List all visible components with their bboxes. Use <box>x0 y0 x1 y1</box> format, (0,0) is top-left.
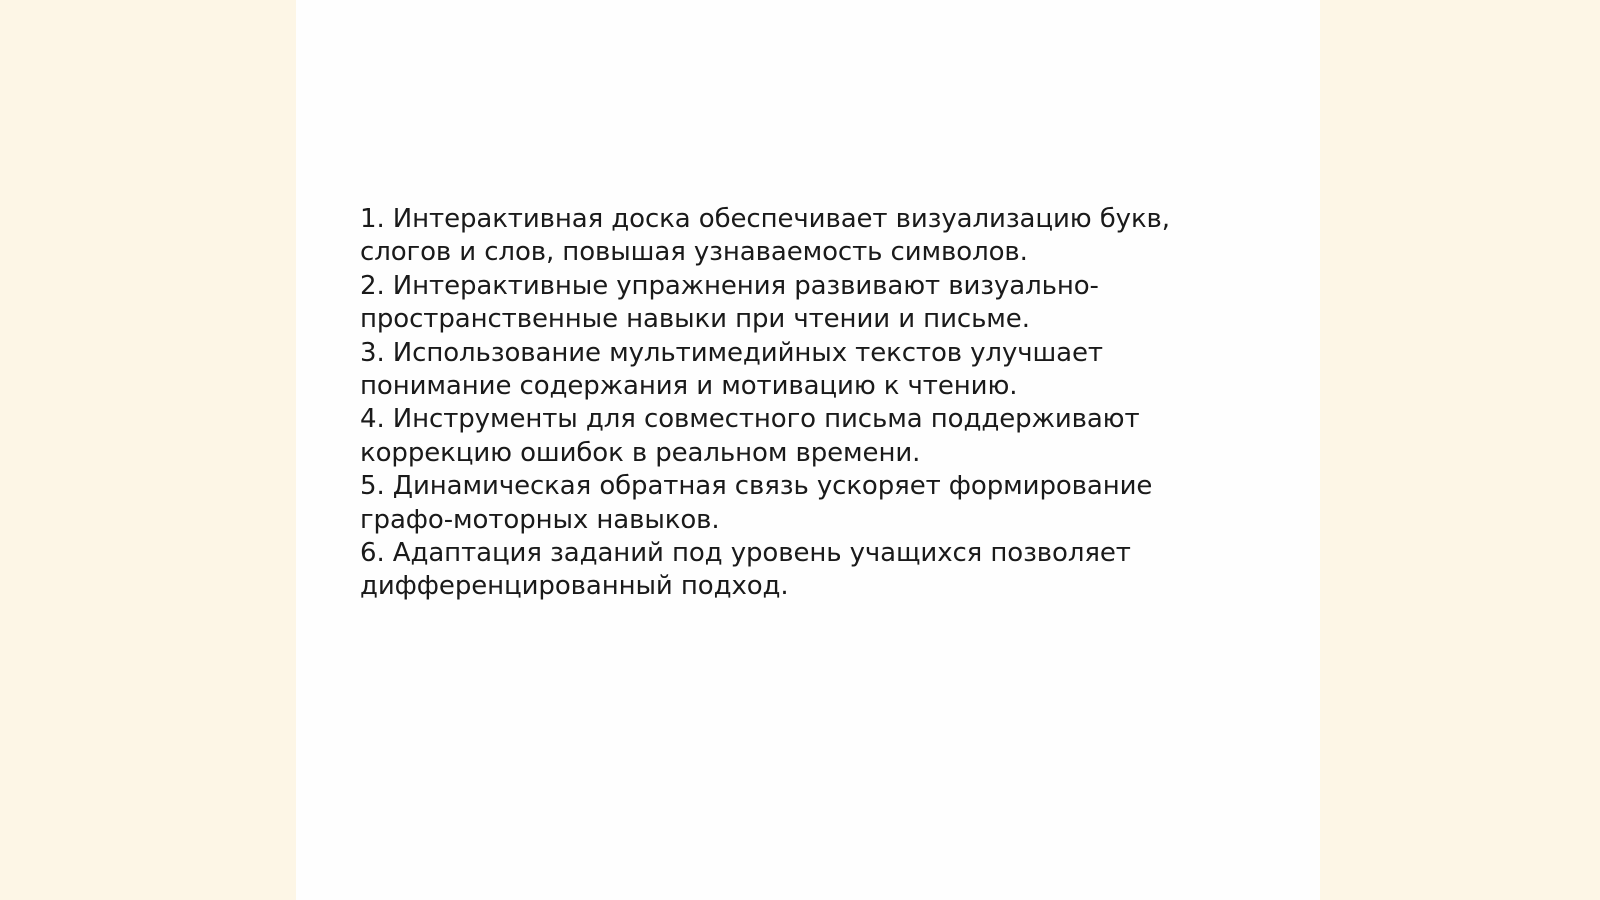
list-item: 3. Использование мультимедийных текстов улучшает понимание содержания и мотивацию к чтению. <box>360 337 1103 402</box>
list-item: 4. Инструменты для совместного письма поддерживают коррекцию ошибок в реальном времени. <box>360 404 1140 468</box>
list-item: 6. Адаптация заданий под уровень учащихся позволяет дифференцированный подход. <box>360 538 1131 602</box>
slide-text-list <box>360 203 1190 604</box>
list-item: 2. Интерактивные упражнения развивают визуально-пространственные навыки при чтении и письме. <box>360 270 1099 335</box>
list-item: 1. Интерактивная доска обеспечивает визуализацию букв, слогов и слов, повышая узнаваемость символов. <box>360 204 1170 268</box>
list-item: 5. Динамическая обратная связь ускоряет формирование графо-моторных навыков. <box>360 471 1153 535</box>
slide-canvas <box>296 0 1320 900</box>
